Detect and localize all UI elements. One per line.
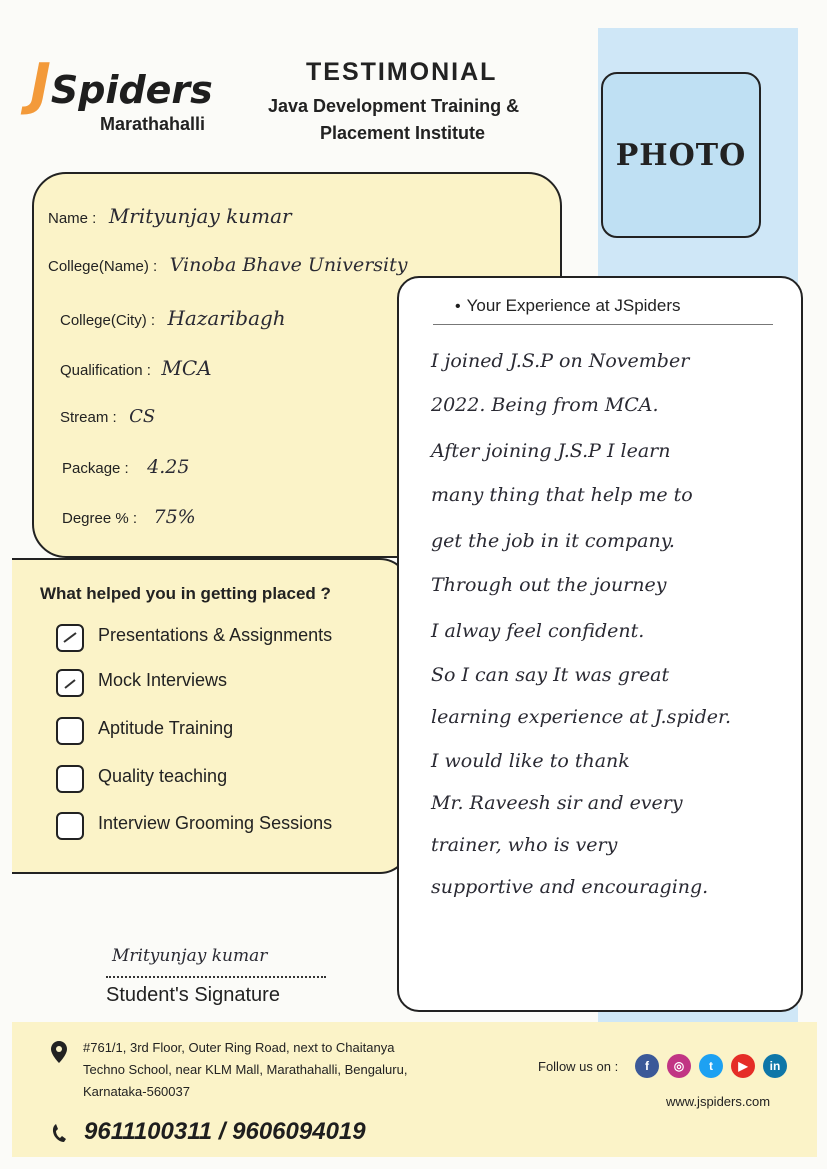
logo-spiders: Spiders (50, 68, 213, 112)
experience-line: So I can say It was great (431, 664, 670, 686)
detail-value: 75% (153, 506, 196, 528)
address-line: Techno School, near KLM Mall, Marathahalli, Bengaluru, (83, 1062, 408, 1077)
detail-label: Stream : (60, 409, 117, 426)
checkbox[interactable] (56, 717, 84, 745)
experience-line: learning experience at J.spider. (431, 706, 732, 728)
experience-heading (455, 296, 681, 316)
signature-value: Mrityunjay kumar (112, 946, 268, 966)
subtitle-line2: Placement Institute (320, 123, 486, 143)
detail-degree (62, 506, 196, 528)
placed-heading: What helped you in getting placed ? (40, 584, 331, 603)
photo-label: PHOTO (615, 137, 747, 173)
detail-qualification (60, 356, 212, 380)
option-quality-teaching[interactable] (56, 765, 396, 793)
experience-line: supportive and encouraging. (431, 876, 709, 898)
linkedin-icon[interactable]: in (763, 1054, 787, 1078)
experience-line: I alway feel confident. (431, 620, 645, 642)
checkbox[interactable] (56, 765, 84, 793)
facebook-icon[interactable]: f (635, 1054, 659, 1078)
detail-college-city (60, 306, 286, 330)
experience-line: trainer, who is very (431, 834, 618, 856)
experience-line: I joined J.S.P on November (431, 350, 690, 372)
check-mark-icon (62, 675, 78, 691)
follow-label: Follow us on : (538, 1059, 619, 1074)
option-label: Presentations & Assignments (98, 625, 333, 645)
photo-box (601, 72, 761, 238)
experience-line: After joining J.S.P I learn (431, 440, 671, 462)
experience-card (397, 276, 803, 1012)
youtube-icon[interactable]: ▶ (731, 1054, 755, 1078)
detail-label: Name : (48, 210, 97, 227)
address-line: #761/1, 3rd Floor, Outer Ring Road, next to Chaitanya (83, 1040, 395, 1055)
website-link[interactable]: www.jspiders.com (666, 1094, 771, 1109)
phone-numbers[interactable]: 9611100311 / 9606094019 (84, 1118, 366, 1145)
check-mark-icon (62, 630, 78, 646)
phone-icon (50, 1122, 70, 1144)
option-label: Interview Grooming Sessions (98, 813, 333, 833)
detail-stream (60, 406, 155, 427)
signature-line (106, 976, 326, 978)
experience-line: I would like to thank (431, 750, 630, 772)
location-pin-icon (50, 1040, 68, 1064)
detail-label: Package : (62, 460, 129, 477)
option-label: Aptitude Training (98, 718, 234, 738)
logo (30, 52, 213, 117)
detail-label: College(City) : (60, 312, 156, 329)
social-icons (635, 1054, 787, 1078)
detail-value: CS (129, 406, 156, 427)
placed-section (12, 558, 410, 874)
logo-j: J (30, 52, 51, 117)
bullet-icon: • (455, 298, 461, 315)
option-label: Quality teaching (98, 766, 228, 786)
option-mock-interviews[interactable] (56, 669, 396, 697)
detail-value: Mrityunjay kumar (108, 204, 292, 228)
detail-college-name (48, 254, 407, 276)
option-aptitude-training[interactable] (56, 717, 396, 745)
detail-value: 4.25 (147, 456, 190, 478)
experience-line: many thing that help me to (431, 484, 693, 506)
option-presentations[interactable] (56, 624, 396, 652)
option-interview-grooming[interactable] (56, 812, 396, 840)
experience-line: Mr. Raveesh sir and every (431, 792, 683, 814)
twitter-icon[interactable]: t (699, 1054, 723, 1078)
detail-label: Qualification : (60, 362, 151, 379)
experience-line: Through out the journey (431, 574, 667, 596)
checkbox[interactable] (56, 812, 84, 840)
detail-label: College(Name) : (48, 258, 158, 275)
subtitle-line1: Java Development Training & (268, 96, 520, 116)
instagram-icon[interactable]: ◎ (667, 1054, 691, 1078)
detail-name (48, 204, 292, 228)
page-title: TESTIMONIAL (306, 58, 498, 86)
option-label: Mock Interviews (98, 670, 228, 690)
experience-line: 2022. Being from MCA. (431, 394, 659, 416)
experience-line: get the job in it company. (431, 530, 675, 552)
detail-value: Hazaribagh (167, 306, 286, 330)
detail-label: Degree % : (62, 510, 138, 527)
branch-name: Marathahalli (100, 114, 206, 134)
signature-label: Student's Signature (106, 984, 280, 1006)
experience-heading-text: Your Experience at JSpiders (466, 296, 681, 315)
detail-value: MCA (161, 356, 212, 380)
detail-value: Vinoba Bhave University (169, 254, 408, 276)
heading-underline (433, 324, 773, 325)
address-line: Karnataka-560037 (83, 1084, 190, 1099)
detail-package (62, 456, 189, 478)
